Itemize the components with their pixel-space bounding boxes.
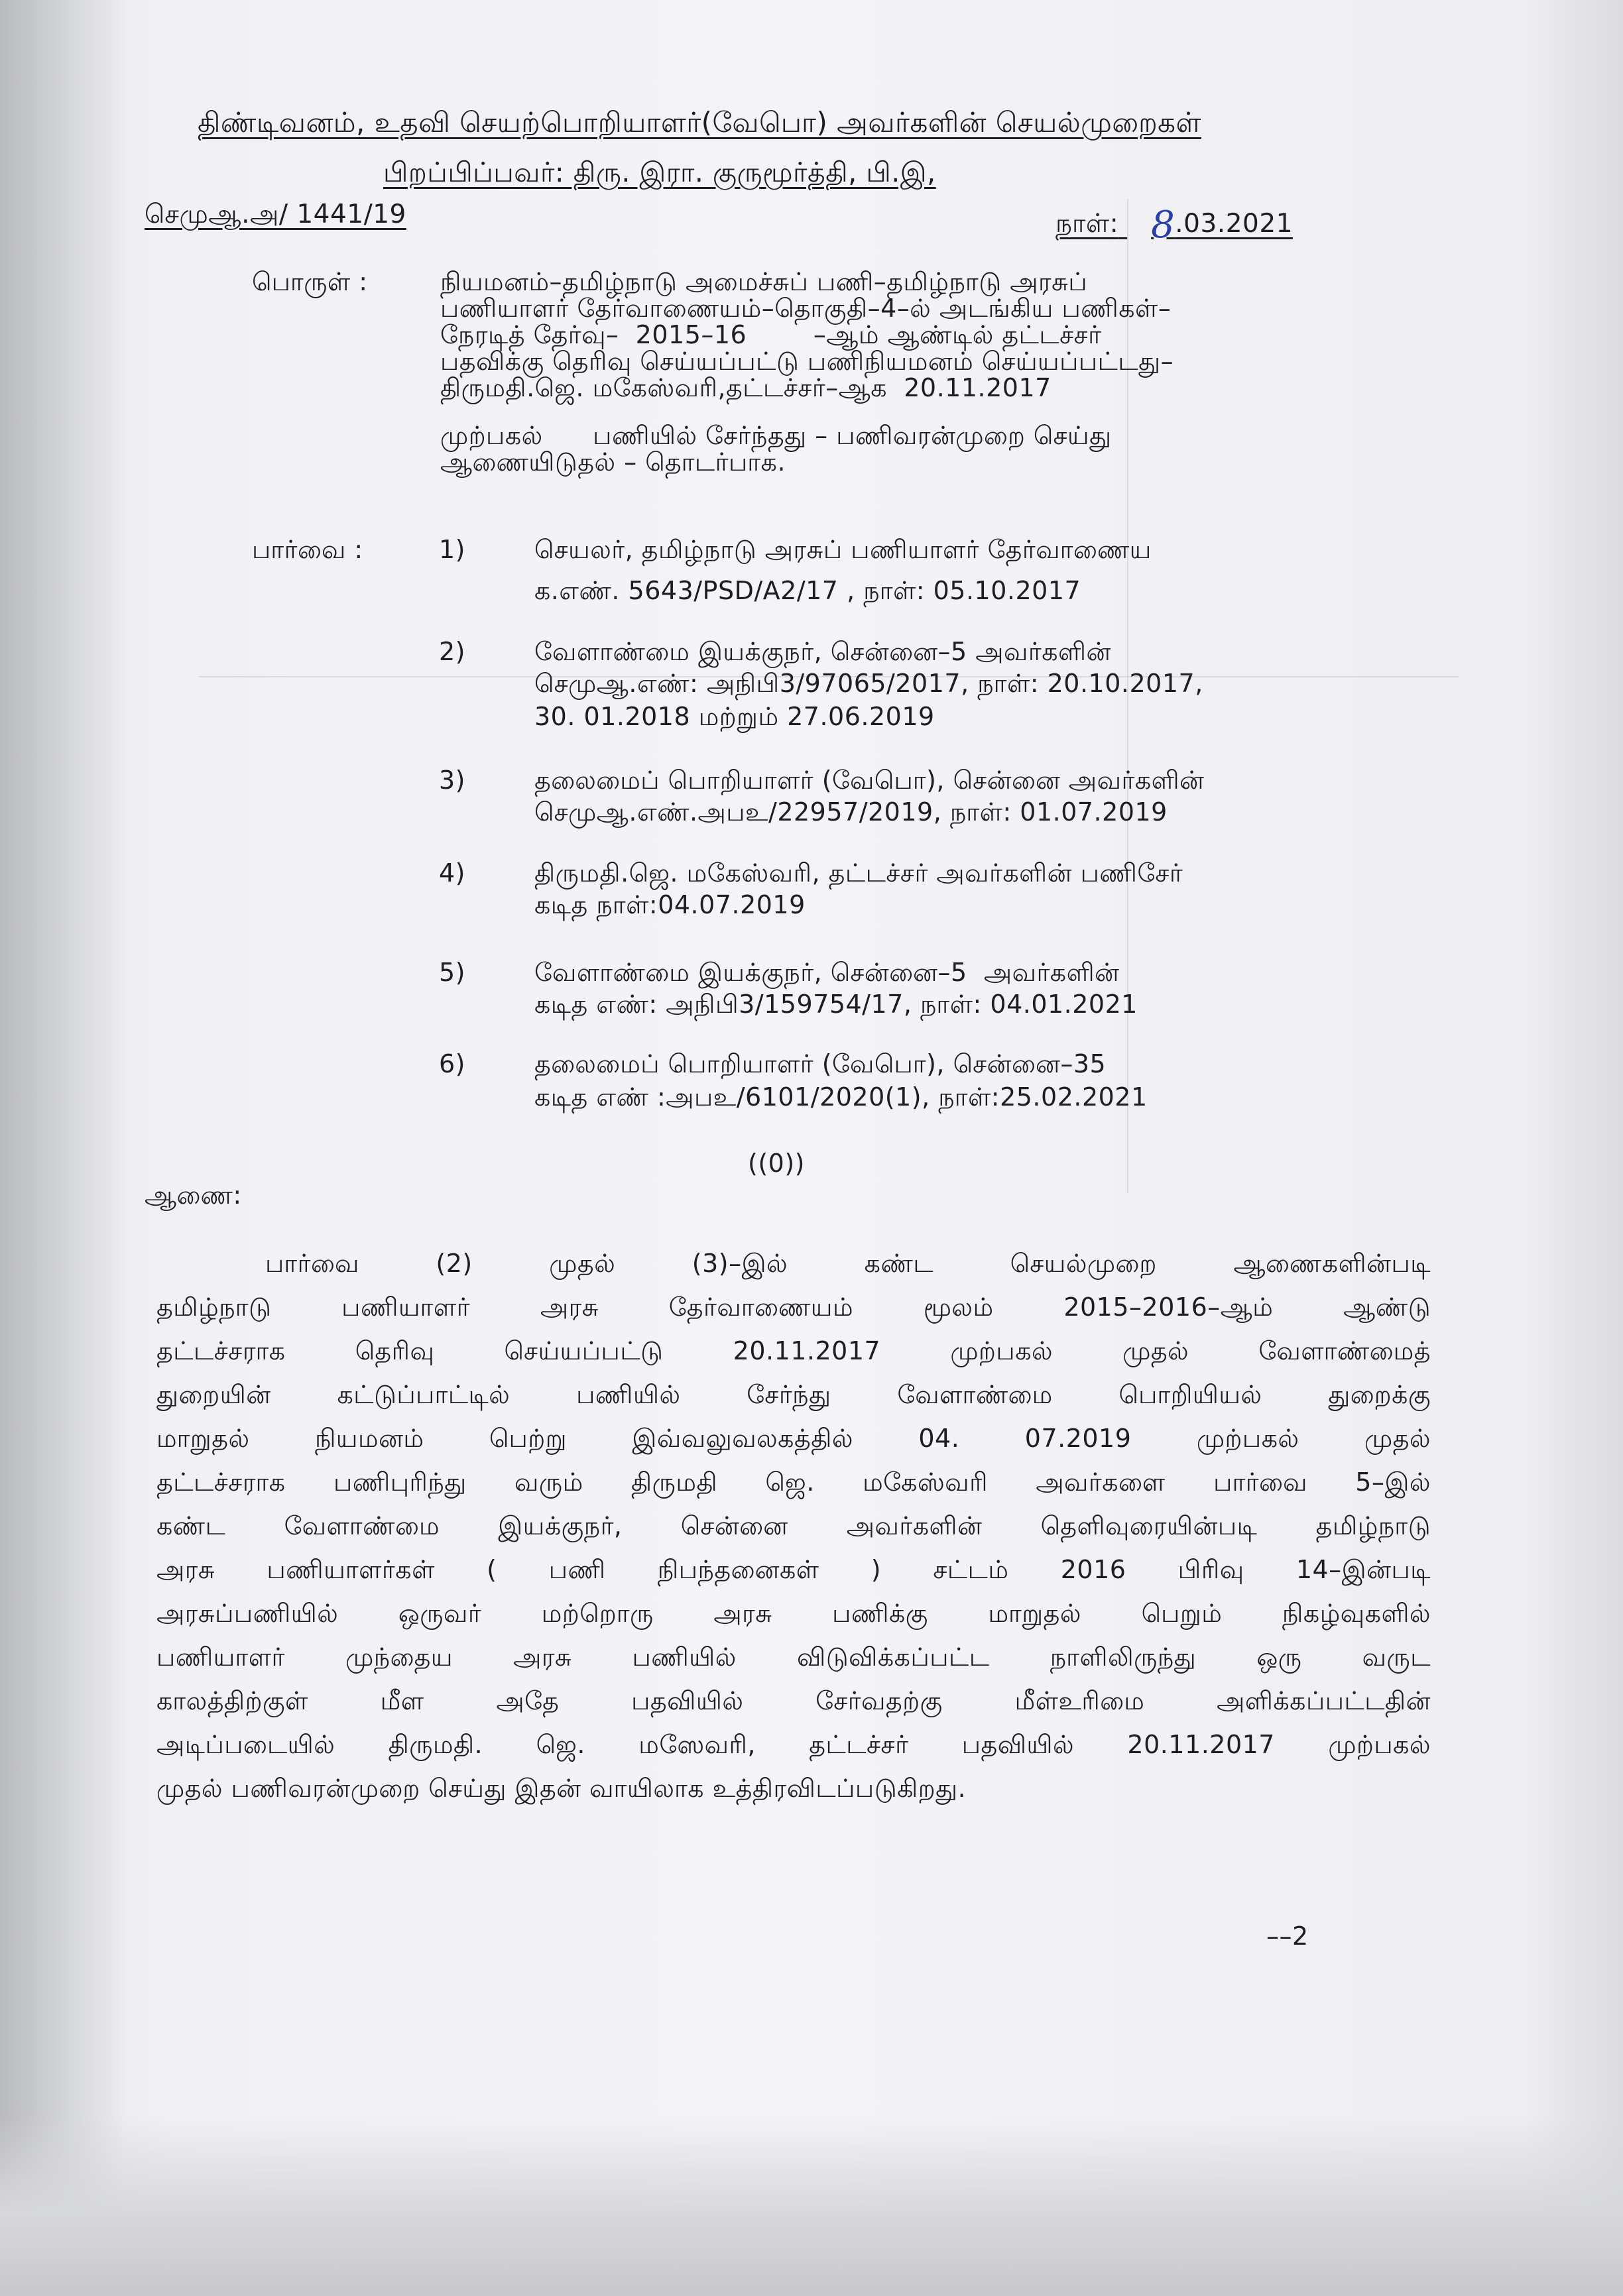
reference-number-label: 1) bbox=[439, 535, 466, 564]
reference-line: கடித எண் :அபஉ/6101/2020(1), நாள்:25.02.2021 bbox=[534, 1082, 1148, 1112]
order-paragraph-line: தமிழ்நாடு பணியாளர் அரசு தேர்வாணையம் மூலம் 2015–2016–ஆம் ஆண்டு bbox=[156, 1292, 1431, 1322]
date-month-year: .03.2021 bbox=[1175, 209, 1293, 239]
reference-number-label: 4) bbox=[439, 858, 466, 888]
letterhead-title: திண்டிவனம், உதவி செயற்பொறியாளர்(வேபொ) அவர்களின் செயல்முறைகள் bbox=[198, 106, 1201, 139]
reference-line: 30. 01.2018 மற்றும் 27.06.2019 bbox=[534, 702, 935, 731]
subject-label: பொருள் : bbox=[252, 267, 368, 296]
reference-number-label: 6) bbox=[439, 1049, 466, 1078]
reference-line: செமுஆ.எண்.அபஉ/22957/2019, நாள்: 01.07.2019 bbox=[534, 797, 1168, 827]
order-paragraph-line: பார்வை (2) முதல் (3)–இல் கண்ட செயல்முறை ஆணைகளின்படி bbox=[265, 1249, 1431, 1278]
order-paragraph-line: துறையின் கட்டுப்பாட்டில் பணியில் சேர்ந்து வேளாண்மை பொறியியல் துறைக்கு bbox=[156, 1380, 1431, 1409]
subject-line: முற்பகல் பணியில் சேர்ந்தது – பணிவரன்முறை செய்து bbox=[440, 421, 1112, 450]
reference-number: செமுஆ.அ/ 1441/19 bbox=[145, 200, 406, 229]
reference-line: கடித எண்: அநிபி3/159754/17, நாள்: 04.01.2021 bbox=[534, 990, 1138, 1019]
subject-line: பணியாளர் தேர்வாணையம்–தொகுதி–4–ல் அடங்கிய பணிகள்– bbox=[440, 294, 1172, 323]
order-paragraph-line: அரசுப்பணியில் ஒருவர் மற்றொரு அரசு பணிக்கு மாறுதல் பெறும் நிகழ்வுகளில் bbox=[156, 1599, 1431, 1628]
reference-line: கடித நாள்:04.07.2019 bbox=[534, 890, 806, 919]
reference-number-label: 5) bbox=[439, 958, 466, 987]
page-continuation: ––2 bbox=[1266, 1922, 1309, 1951]
subject-line: திருமதி.ஜெ. மகேஸ்வரி,தட்டச்சர்–ஆக 20.11.2017 bbox=[440, 373, 1052, 402]
reference-line: தலைமைப் பொறியாளர் (வேபொ), சென்னை அவர்களின் bbox=[534, 766, 1205, 795]
reference-number-label: 3) bbox=[439, 766, 466, 795]
date-label: நாள்: bbox=[1055, 209, 1119, 239]
references-label: பார்வை : bbox=[252, 535, 363, 564]
subject-line: பதவிக்கு தெரிவு செய்யப்பட்டு பணிநியமனம் செய்யப்பட்டது– bbox=[440, 347, 1174, 376]
paper-fold-left bbox=[0, 0, 126, 2296]
reference-line: தலைமைப் பொறியாளர் (வேபொ), சென்னை–35 bbox=[534, 1049, 1107, 1078]
order-paragraph-line: அடிப்படையில் திருமதி. ஜெ. மஸேவரி, தட்டச்சர் பதவியில் 20.11.2017 முற்பகல் bbox=[156, 1730, 1431, 1759]
issuer-line: பிறப்பிப்பவர்: திரு. இரா. குருமூர்த்தி, பி.இ, bbox=[383, 156, 936, 188]
order-paragraph-line: பணியாளர் முந்தைய அரசு பணியில் விடுவிக்கப்பட்ட நாளிலிருந்து ஒரு வருட bbox=[156, 1642, 1431, 1672]
date-field bbox=[1055, 201, 1293, 247]
order-paragraph-line: கண்ட வேளாண்மை இயக்குநர், சென்னை அவர்களின் தெளிவுரையின்படி தமிழ்நாடு bbox=[156, 1511, 1431, 1540]
subject-line: நேரடித் தேர்வு– 2015–16 –ஆம் ஆண்டில் தட்டச்சர் bbox=[440, 320, 1102, 349]
order-paragraph-line: தட்டச்சராக பணிபுரிந்து வரும் திருமதி ஜெ. மகேஸ்வரி அவர்களை பார்வை 5–இல் bbox=[156, 1467, 1431, 1497]
reference-line: செயலர், தமிழ்நாடு அரசுப் பணியாளர் தேர்வாணைய bbox=[534, 535, 1152, 564]
order-label: ஆணை: bbox=[145, 1180, 242, 1210]
order-paragraph-line: அரசு பணியாளர்கள் ( பணி நிபந்தனைகள் ) சட்டம் 2016 பிரிவு 14–இன்படி bbox=[156, 1555, 1431, 1584]
reference-number-label: 2) bbox=[439, 637, 466, 666]
section-separator: ((0)) bbox=[748, 1149, 805, 1178]
order-paragraph-line: மாறுதல் நியமனம் பெற்று இவ்வலுவலகத்தில் 04. 07.2019 முற்பகல் முதல் bbox=[156, 1424, 1431, 1453]
subject-line: ஆணையிடுதல் – தொடர்பாக. bbox=[440, 447, 786, 477]
subject-line: நியமனம்–தமிழ்நாடு அமைச்சுப் பணி–தமிழ்நாடு அரசுப் bbox=[440, 267, 1088, 296]
reference-line: க.எண். 5643/PSD/A2/17 , நாள்: 05.10.2017 bbox=[534, 576, 1081, 605]
order-paragraph-line: முதல் பணிவரன்முறை செய்து இதன் வாயிலாக உத்திரவிடப்படுகிறது. bbox=[156, 1774, 967, 1803]
order-paragraph-line: காலத்திற்குள் மீள அதே பதவியில் சேர்வதற்கு மீள்உரிமை அளிக்கப்பட்டதின் bbox=[156, 1686, 1431, 1715]
reference-line: வேளாண்மை இயக்குநர், சென்னை–5 அவர்களின் bbox=[534, 958, 1120, 987]
reference-line: வேளாண்மை இயக்குநர், சென்னை–5 அவர்களின் bbox=[534, 637, 1111, 666]
reference-line: திருமதி.ஜெ. மகேஸ்வரி, தட்டச்சர் அவர்களின் பணிசேர் bbox=[534, 858, 1183, 888]
handwritten-day: 8 bbox=[1151, 203, 1175, 247]
order-paragraph-line: தட்டச்சராக தெரிவு செய்யப்பட்டு 20.11.2017 முற்பகல் முதல் வேளாண்மைத் bbox=[156, 1336, 1431, 1365]
reference-line: செமுஆ.எண்: அநிபி3/97065/2017, நாள்: 20.10.2017, bbox=[534, 669, 1203, 698]
paper-fold-bottom bbox=[0, 2114, 1623, 2296]
